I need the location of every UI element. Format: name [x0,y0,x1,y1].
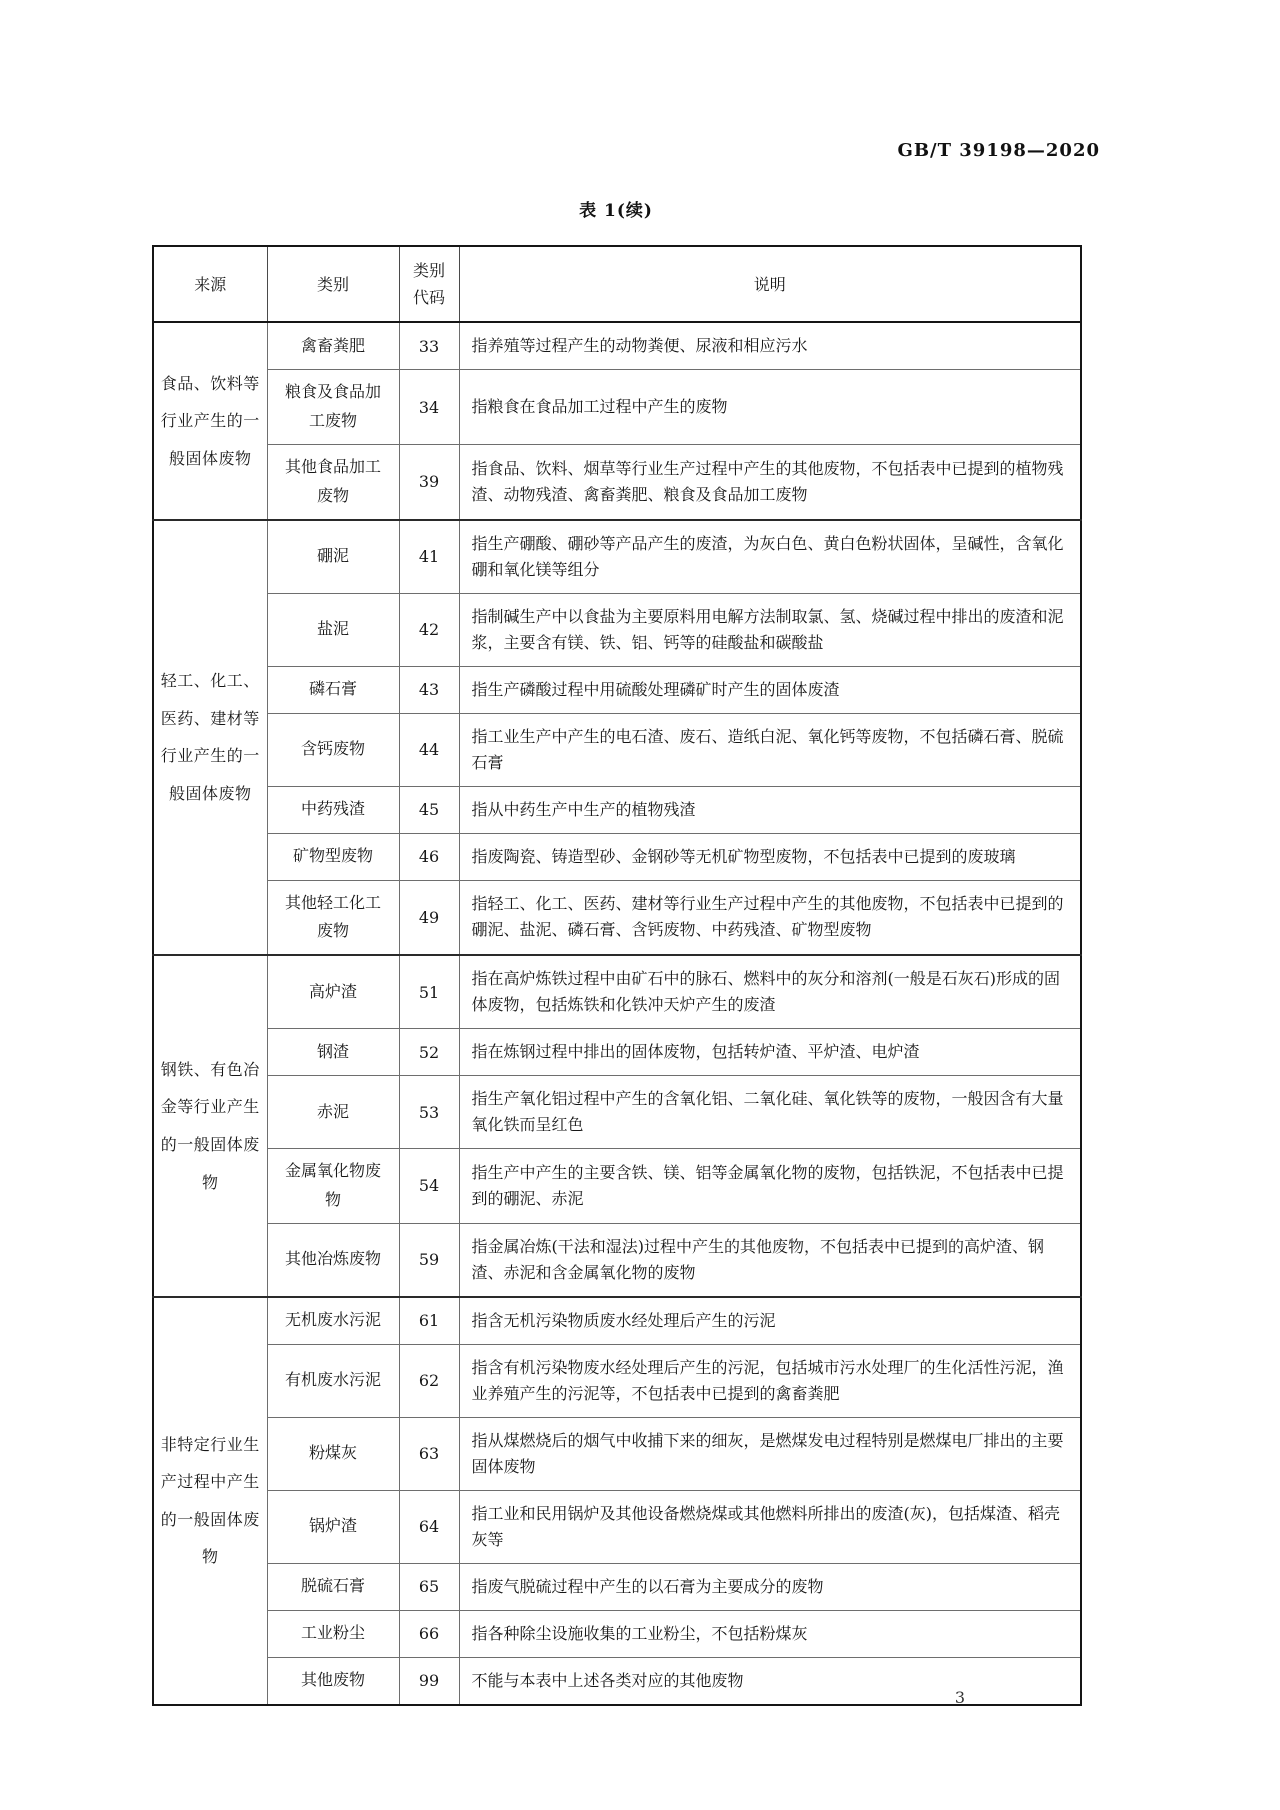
group-steel-metallurgy [153,955,1081,1297]
table-row [153,833,1081,880]
table-row [153,1297,1081,1345]
table-header [153,246,1081,322]
header-code [399,246,459,322]
code-cell: 34 [399,370,459,445]
category-cell: 工业粉尘 [267,1610,399,1657]
table-row [153,880,1081,955]
table-row [153,322,1081,370]
header-code-line2: 代码 [412,288,445,308]
table-row [153,1076,1081,1149]
table-row [153,1223,1081,1297]
description-cell: 指金属冶炼(干法和湿法)过程中产生的其他废物，不包括表中已提到的高炉渣、钢渣、赤泥和含金属氧化物的废物 [459,1223,1081,1297]
table-row [153,955,1081,1029]
standard-number: GB/T 39198—2020 [897,140,1100,161]
category-cell: 磷石膏 [267,666,399,713]
description-cell: 指生产硼酸、硼砂等产品产生的废渣，为灰白色、黄白色粉状固体，呈碱性，含氧化硼和氧化镁等组分 [459,520,1081,594]
header-category: 类别 [267,246,399,322]
waste-classification-table [152,245,1082,1706]
table-row [153,1029,1081,1076]
table-title: 表 1(续) [579,201,653,221]
description-cell: 指轻工、化工、医药、建材等行业生产过程中产生的其他废物，不包括表中已提到的硼泥、盐泥、磷石膏、含钙废物、中药残渣、矿物型废物 [459,880,1081,955]
description-cell: 指从中药生产中生产的植物残渣 [459,786,1081,833]
source-cell: 非特定行业生产过程中产生的一般固体废物 [153,1297,267,1705]
table-row [153,1490,1081,1563]
code-cell: 53 [399,1076,459,1149]
description-cell: 指从煤燃烧后的烟气中收捕下来的细灰，是燃煤发电过程特别是燃煤电厂排出的主要固体废物 [459,1417,1081,1490]
code-cell: 54 [399,1149,459,1224]
source-cell: 钢铁、有色冶金等行业产生的一般固体废物 [153,955,267,1297]
source-cell: 食品、饮料等行业产生的一般固体废物 [153,322,267,519]
category-cell: 脱硫石膏 [267,1563,399,1610]
code-cell: 63 [399,1417,459,1490]
category-cell: 粉煤灰 [267,1417,399,1490]
description-cell: 指养殖等过程产生的动物粪便、尿液和相应污水 [459,322,1081,370]
description-cell: 指食品、饮料、烟草等行业生产过程中产生的其他废物，不包括表中已提到的植物残渣、动物残渣、禽畜粪肥、粮食及食品加工废物 [459,444,1081,519]
category-cell: 禽畜粪肥 [267,322,399,370]
category-cell: 钢渣 [267,1029,399,1076]
table-row [153,1417,1081,1490]
code-cell: 41 [399,520,459,594]
category-cell: 硼泥 [267,520,399,594]
category-cell: 其他食品加工废物 [267,444,399,519]
code-cell: 45 [399,786,459,833]
table-row [153,666,1081,713]
header-description: 说明 [459,246,1081,322]
description-cell: 不能与本表中上述各类对应的其他废物 [459,1657,1081,1705]
group-non-specific-industry [153,1297,1081,1705]
description-cell: 指在高炉炼铁过程中由矿石中的脉石、燃料中的灰分和溶剂(一般是石灰石)形成的固体废物，包括炼铁和化铁冲天炉产生的废渣 [459,955,1081,1029]
table-row [153,713,1081,786]
table-row [153,1563,1081,1610]
table-row [153,1610,1081,1657]
header-row [153,246,1081,322]
description-cell: 指废气脱硫过程中产生的以石膏为主要成分的废物 [459,1563,1081,1610]
table-row [153,444,1081,519]
description-cell: 指在炼钢过程中排出的固体废物，包括转炉渣、平炉渣、电炉渣 [459,1029,1081,1076]
code-cell: 65 [399,1563,459,1610]
category-cell: 盐泥 [267,593,399,666]
category-cell: 有机废水污泥 [267,1344,399,1417]
table-row [153,1149,1081,1224]
group-food-industry [153,322,1081,519]
description-cell: 指含无机污染物质废水经处理后产生的污泥 [459,1297,1081,1345]
code-cell: 66 [399,1610,459,1657]
description-cell: 指工业和民用锅炉及其他设备燃烧煤或其他燃料所排出的废渣(灰)，包括煤渣、稻壳灰等 [459,1490,1081,1563]
table-row [153,786,1081,833]
table-row [153,1344,1081,1417]
code-cell: 62 [399,1344,459,1417]
code-cell: 44 [399,713,459,786]
code-cell: 61 [399,1297,459,1345]
header-code-line1: 类别 [412,261,445,280]
description-cell: 指生产中产生的主要含铁、镁、铝等金属氧化物的废物，包括铁泥，不包括表中已提到的硼泥、赤泥 [459,1149,1081,1224]
description-cell: 指生产氧化铝过程中产生的含氧化铝、二氧化硅、氧化铁等的废物，一般因含有大量氧化铁而呈红色 [459,1076,1081,1149]
category-cell: 金属氧化物废物 [267,1149,399,1224]
code-cell: 49 [399,880,459,955]
category-cell: 矿物型废物 [267,833,399,880]
group-light-chemical-industry [153,520,1081,956]
description-cell: 指工业生产中产生的电石渣、废石、造纸白泥、氧化钙等废物，不包括磷石膏、脱硫石膏 [459,713,1081,786]
category-cell: 高炉渣 [267,955,399,1029]
category-cell: 赤泥 [267,1076,399,1149]
code-cell: 52 [399,1029,459,1076]
code-cell: 51 [399,955,459,1029]
code-cell: 59 [399,1223,459,1297]
header-source: 来源 [153,246,267,322]
code-cell: 43 [399,666,459,713]
code-cell: 39 [399,444,459,519]
description-cell: 指生产磷酸过程中用硫酸处理磷矿时产生的固体废渣 [459,666,1081,713]
category-cell: 其他轻工化工废物 [267,880,399,955]
code-cell: 42 [399,593,459,666]
code-cell: 46 [399,833,459,880]
category-cell: 粮食及食品加工废物 [267,370,399,445]
code-cell: 33 [399,322,459,370]
description-cell: 指粮食在食品加工过程中产生的废物 [459,370,1081,445]
table-row [153,593,1081,666]
code-cell: 99 [399,1657,459,1705]
source-cell: 轻工、化工、医药、建材等行业产生的一般固体废物 [153,520,267,956]
category-cell: 其他废物 [267,1657,399,1705]
description-cell: 指各种除尘设施收集的工业粉尘，不包括粉煤灰 [459,1610,1081,1657]
code-cell: 64 [399,1490,459,1563]
category-cell: 其他冶炼废物 [267,1223,399,1297]
table-row [153,520,1081,594]
table-container [152,196,1080,1706]
category-cell: 中药残渣 [267,786,399,833]
description-cell: 指废陶瓷、铸造型砂、金钢砂等无机矿物型废物，不包括表中已提到的废玻璃 [459,833,1081,880]
category-cell: 含钙废物 [267,713,399,786]
category-cell: 无机废水污泥 [267,1297,399,1345]
table-row [153,370,1081,445]
category-cell: 锅炉渣 [267,1490,399,1563]
page-number: 3 [954,1688,966,1707]
description-cell: 指制碱生产中以食盐为主要原料用电解方法制取氯、氢、烧碱过程中排出的废渣和泥浆，主要含有镁、铁、铝、钙等的硅酸盐和碳酸盐 [459,593,1081,666]
description-cell: 指含有机污染物废水经处理后产生的污泥，包括城市污水处理厂的生化活性污泥，渔业养殖产生的污泥等，不包括表中已提到的禽畜粪肥 [459,1344,1081,1417]
